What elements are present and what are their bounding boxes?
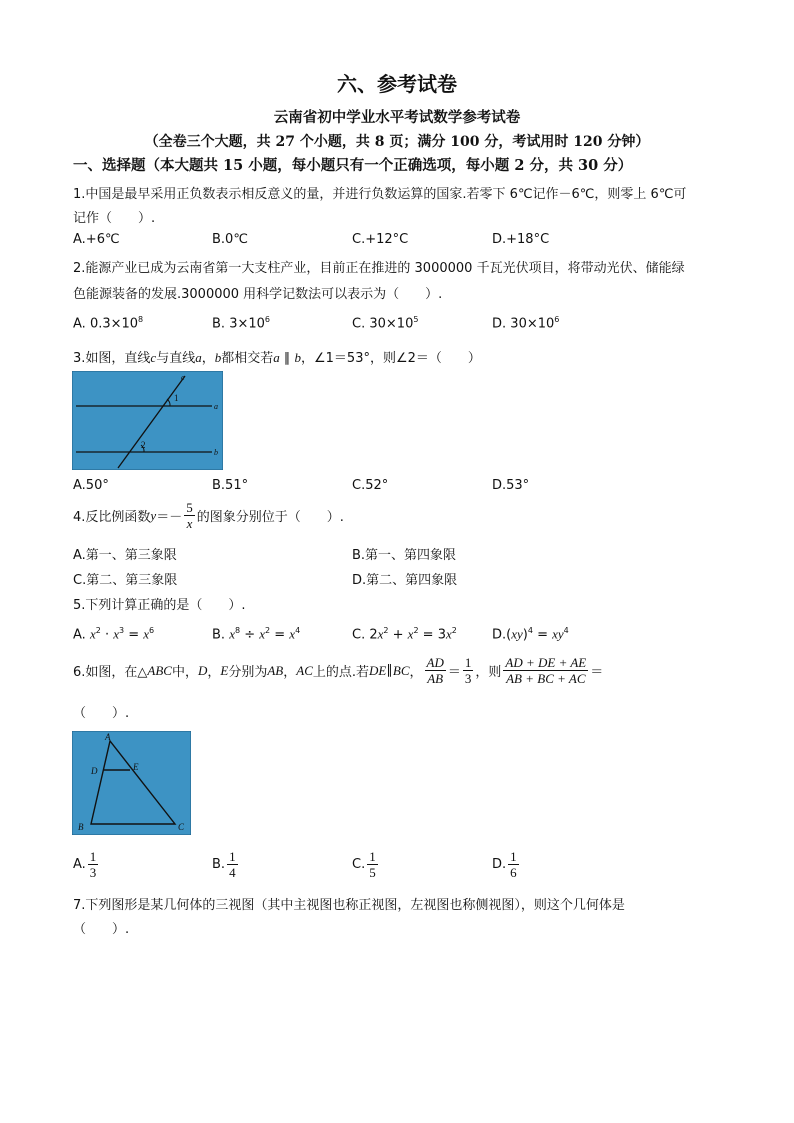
q5-option-c: C. $2x^2 + x^2 = 3x^2$ [352, 626, 457, 643]
q2-line1: 2.能源产业已成为云南省第一大支柱产业，目前正在推进的 3000000 千瓦光伏项目，将带动光伏、储能绿 [73, 261, 685, 276]
q2-option-d: D. $30\times 10^6$ [492, 315, 560, 332]
q5-option-a: A. $x^2 \cdot x^3 = x^6$ [73, 626, 155, 643]
q7-line1: 7.下列图形是某几何体的三视图（其中主视图也称正视图，左视图也称侧视图），则这个几何体是 [73, 898, 625, 913]
q4-option-c: C.第二、第三象限 [73, 573, 178, 588]
q3-option-a: A.50° [73, 478, 109, 493]
vertex-b-label: B [78, 822, 84, 832]
q1-option-c: C.+12°C [352, 232, 409, 247]
q5-option-b: B. $x^8 \div x^2 = x^4$ [212, 626, 301, 643]
q3-option-b: B.51° [212, 478, 249, 493]
q3-figure-background [72, 371, 223, 470]
q6-fraction-one-third: $\frac{1}{3}$ [464, 655, 472, 686]
q6-option-b: B. $\frac{1}{4}$ [212, 849, 236, 880]
page-title: 六、参考试卷 [337, 72, 457, 96]
q6-option-d: D. $\frac{1}{6}$ [492, 849, 517, 880]
q4-option-d: D.第二、第四象限 [352, 573, 458, 588]
q6-option-c: C. $\frac{1}{5}$ [352, 849, 376, 880]
label-c: c [181, 373, 185, 382]
q4-fraction: $\frac{5}{x}$ [186, 500, 193, 531]
q6-figure-background [72, 731, 191, 835]
q1-option-a: A.+6℃ [73, 232, 120, 247]
q6-line2: （ ）. [73, 706, 130, 721]
q3-figure [72, 371, 223, 470]
q1-line2: 记作（ ）. [73, 211, 156, 226]
q6-figure [72, 731, 191, 835]
label-b: b [214, 448, 218, 457]
q1-option-b: B.0℃ [212, 232, 248, 247]
q6-fraction-perimeters: $\frac{AD + DE + AE}{AB + BC + AC}$ [505, 655, 587, 686]
q6-option-a: A. $\frac{1}{3}$ [73, 849, 97, 880]
q2-option-a: A. $0.3\times 10^8$ [73, 315, 144, 332]
label-angle-2: 2 [141, 440, 146, 450]
q2-option-c: C. $30\times 10^5$ [352, 315, 419, 332]
q2-line2: 色能源装备的发展.3000000 用科学记数法可以表示为（ ）. [73, 287, 443, 302]
q4-option-b: B.第一、第四象限 [352, 548, 457, 563]
q5-option-d: $D.(xy)^4 = xy^4$ [492, 626, 569, 643]
vertex-c-label: C [178, 822, 185, 832]
q1-line1: 1.中国是最早采用正负数表示相反意义的量，并进行负数运算的国家.若零下 6℃记作－6℃，则零上 6℃可 [73, 187, 687, 202]
label-angle-1: 1 [174, 393, 179, 403]
exam-info: （全卷三个大题，共 27 个小题，共 8 页；满分 100 分，考试用时 120 分钟） [144, 134, 650, 150]
q3-stem: 3.如图，直线c与直线a，b都相交若a ∥ b，∠1＝53°，则∠2＝（ ） [73, 350, 481, 366]
q2-option-b: B. $3\times 10^6$ [212, 315, 271, 332]
q3-option-d: D.53° [492, 478, 530, 493]
section-heading: 一、选择题（本大题共 15 小题，每小题只有一个正确选项，每小题 2 分，共 30 分） [73, 157, 633, 174]
vertex-a-label: A [105, 732, 111, 742]
exam-subtitle: 云南省初中学业水平考试数学参考试卷 [273, 109, 521, 126]
label-a: a [214, 402, 218, 411]
point-d-label: D [91, 766, 98, 776]
q7-line2: （ ）. [73, 922, 130, 937]
q6-stem: 6.如图，在△ ABC 中， D ， E 分别为 AB ， AC 上的点.若 DE ∥ BC ， $\frac{AD}{AB}$ ＝ $\frac{1}{3}$ ，则 $\frac{AD + DE + AE}{AB + BC + AC}$ ＝ [73, 655, 604, 686]
q6-fraction-ad-ab: $\frac{AD}{AB}$ [426, 655, 444, 686]
point-e-label: E [133, 762, 139, 772]
q5-stem: 5.下列计算正确的是（ ）. [73, 598, 246, 613]
q4-option-a: A.第一、第三象限 [73, 548, 177, 563]
q3-option-c: C.52° [352, 478, 389, 493]
q4-stem: 4.反比例函数 y ＝－ $\frac{5}{x}$ 的图象分别位于（ ）. [73, 500, 344, 531]
q1-option-d: D.+18°C [492, 232, 550, 247]
